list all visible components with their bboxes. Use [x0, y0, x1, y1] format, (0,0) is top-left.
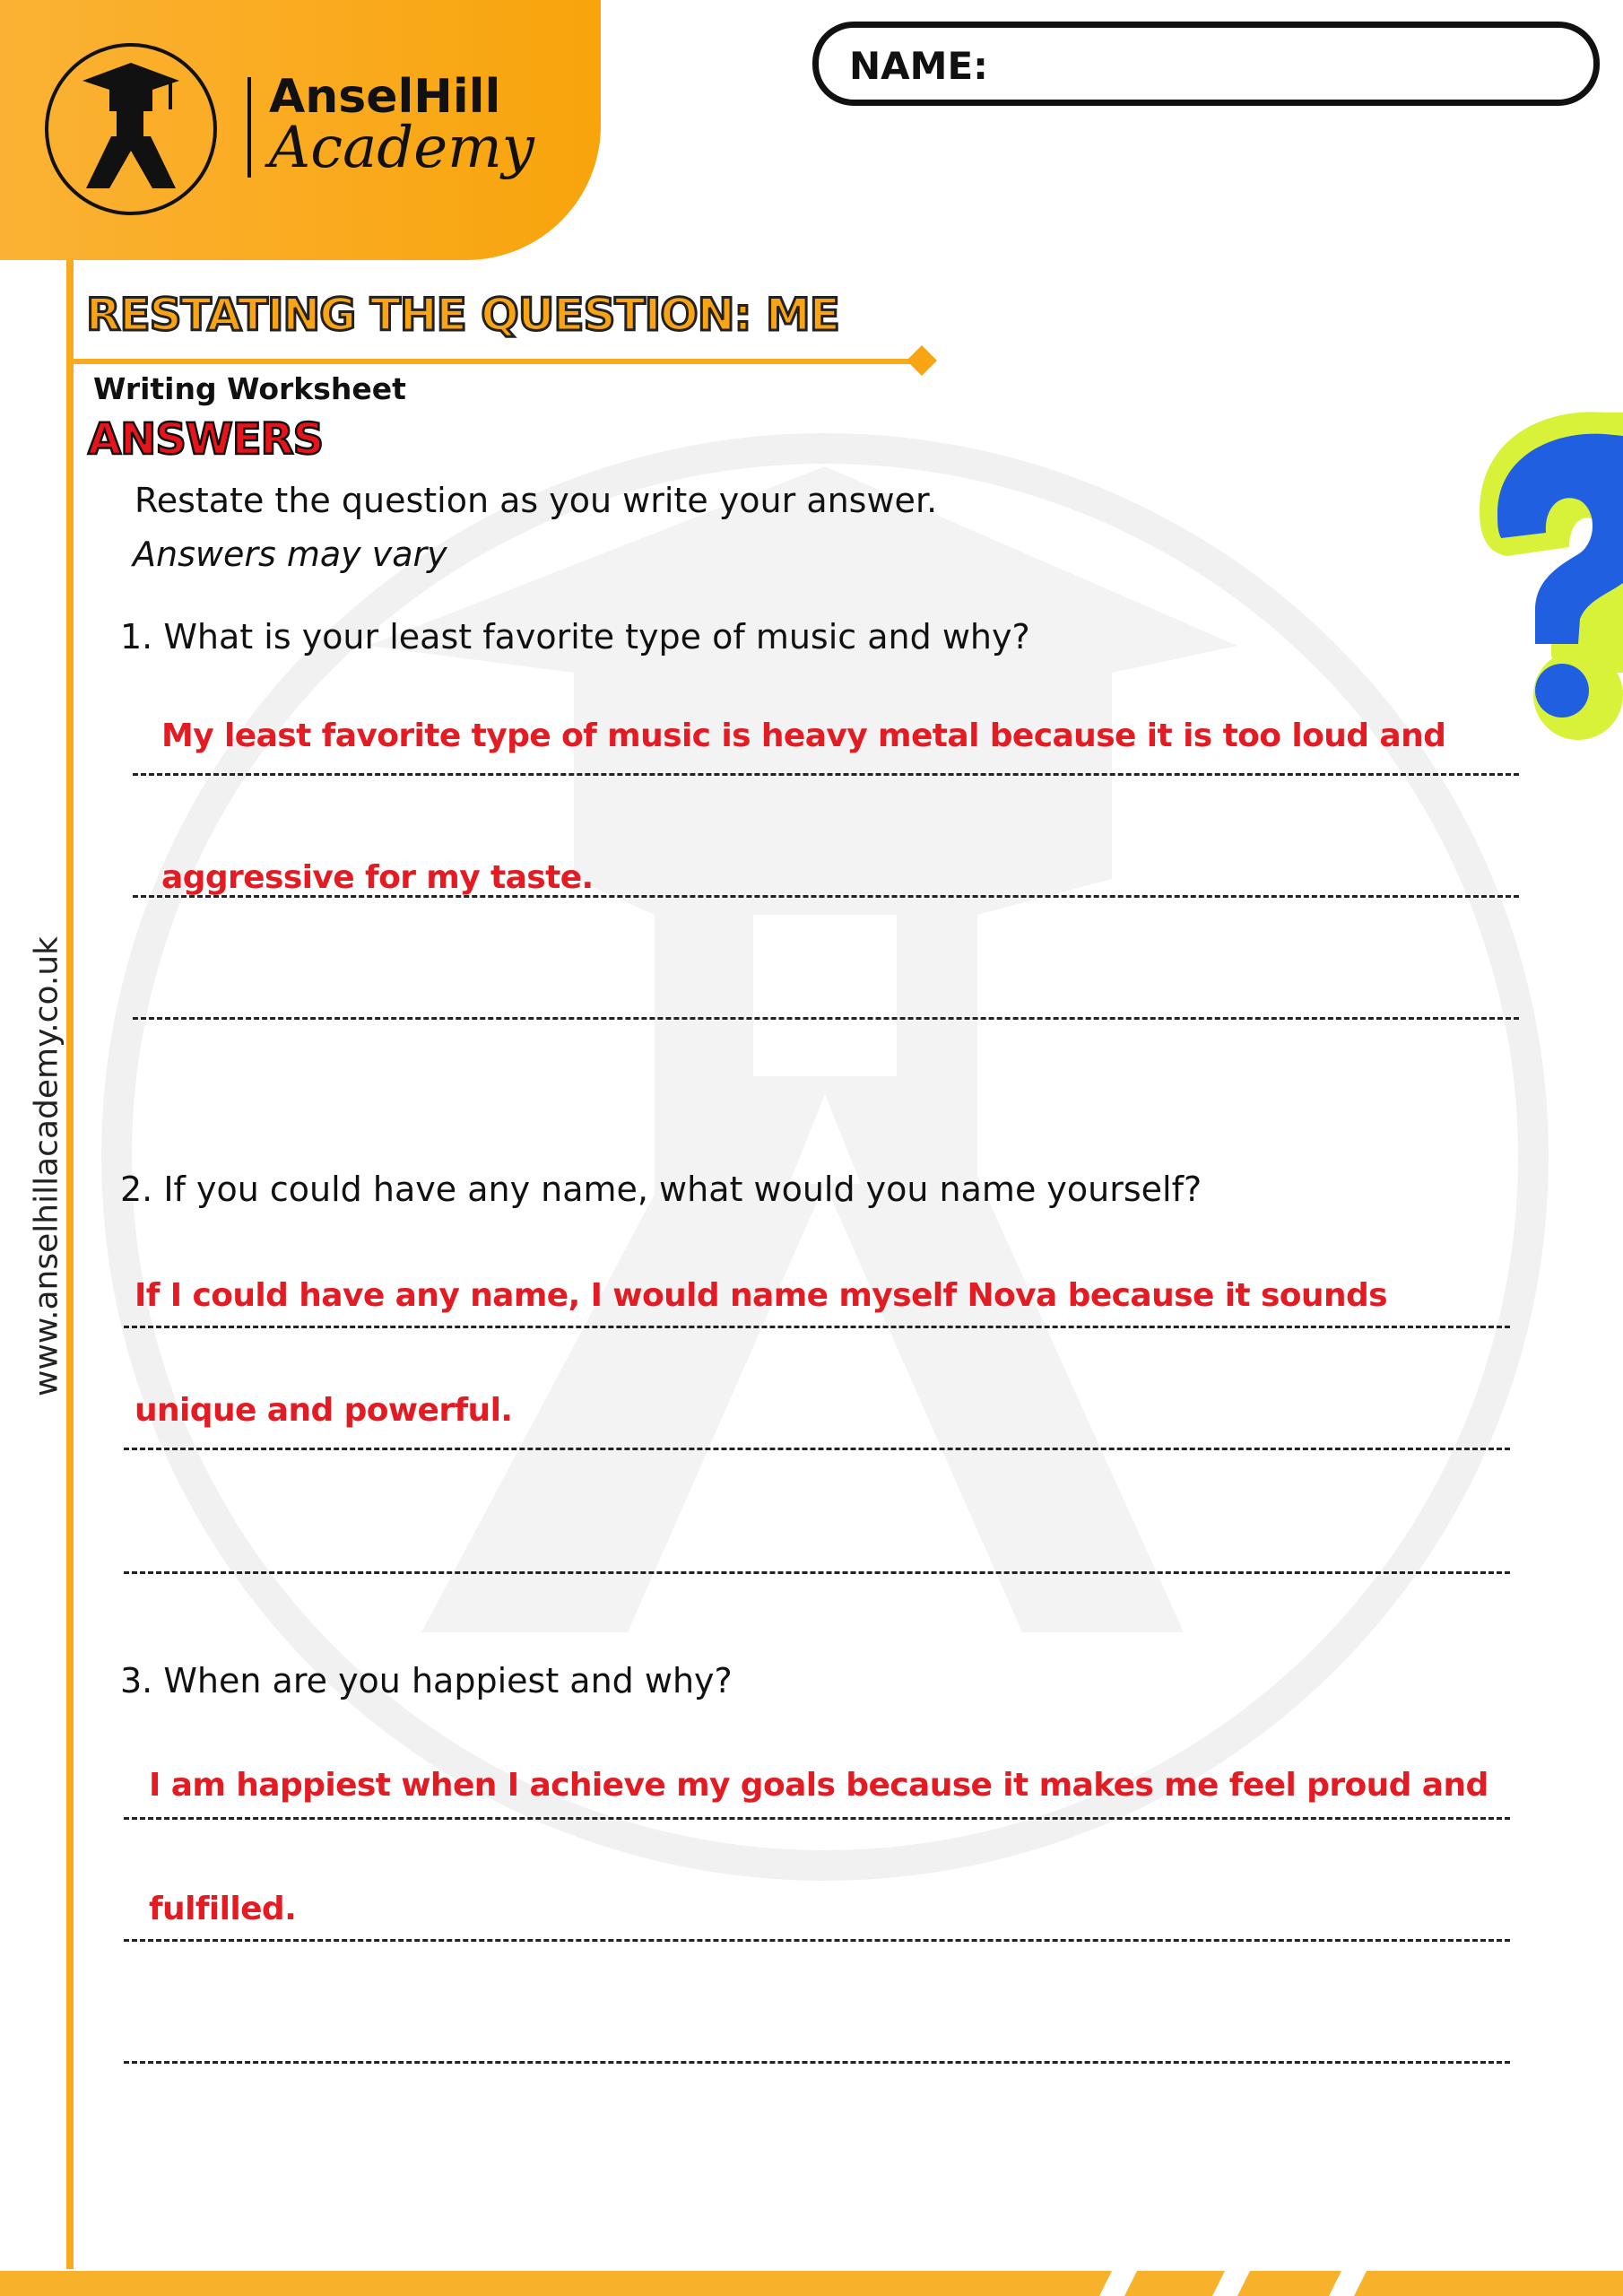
- graduation-cap-figure-icon: [77, 57, 185, 192]
- instruction-text: Restate the question as you write your answer.: [135, 481, 938, 520]
- writing-line[interactable]: [124, 1326, 1510, 1328]
- worksheet-subtitle: Writing Worksheet: [93, 371, 406, 406]
- answers-tag: ANSWERS: [88, 414, 324, 465]
- question-3: 3. When are you happiest and why?: [120, 1661, 733, 1700]
- watermark-logo: [72, 377, 1578, 1937]
- title-diamond: [907, 345, 937, 376]
- footer-stripe: [0, 2271, 1623, 2296]
- question-2: 2. If you could have any name, what would you name yourself?: [120, 1170, 1202, 1209]
- answer-1-line-1: My least favorite type of music is heavy metal because it is too loud and: [161, 718, 1446, 754]
- writing-line[interactable]: [133, 1017, 1519, 1020]
- answer-3-line-2: fulfilled.: [149, 1891, 297, 1927]
- answers-note: Answers may vary: [133, 535, 447, 574]
- brand-name: AnselHill: [269, 70, 501, 124]
- writing-line[interactable]: [133, 773, 1519, 776]
- worksheet-title: RESTATING THE QUESTION: ME: [86, 289, 839, 341]
- writing-line[interactable]: [124, 1571, 1510, 1574]
- name-field[interactable]: [812, 22, 1600, 106]
- answer-1-line-2: aggressive for my taste.: [161, 859, 594, 896]
- left-accent-bar: [66, 260, 74, 2269]
- brand-subtitle: Academy: [269, 115, 534, 181]
- writing-line[interactable]: [124, 1817, 1510, 1820]
- logo-divider: [247, 77, 251, 178]
- answer-2-line-2: unique and powerful.: [135, 1392, 513, 1429]
- writing-line[interactable]: [133, 895, 1519, 898]
- writing-line[interactable]: [124, 1448, 1510, 1450]
- question-mark-icon: [1471, 404, 1623, 744]
- writing-line[interactable]: [124, 1939, 1510, 1942]
- question-1: 1. What is your least favorite type of music and why?: [120, 617, 1030, 657]
- website-text: www.anselhillacademy.co.uk: [28, 936, 65, 1396]
- name-label: NAME:: [849, 44, 988, 88]
- answer-2-line-1: If I could have any name, I would name myself Nova because it sounds: [135, 1277, 1387, 1314]
- writing-line[interactable]: [124, 2061, 1510, 2064]
- answer-3-line-1: I am happiest when I achieve my goals because it makes me feel proud and: [149, 1767, 1488, 1804]
- title-underline: [70, 359, 922, 364]
